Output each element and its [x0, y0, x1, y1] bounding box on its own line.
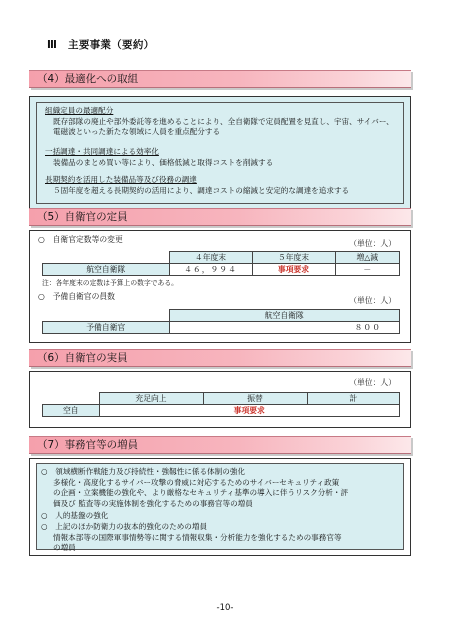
table-header-cell: ５年度末 — [252, 252, 335, 264]
section-5-box — [29, 230, 411, 343]
section-7-box — [29, 458, 411, 556]
table-header-cell: 振替 — [203, 393, 307, 405]
table-row — [43, 405, 400, 417]
s5-sub2-table — [42, 309, 400, 334]
s7-item-1-line-1: 多様化・高度化するサイバー攻撃の脅威に対応するためのサイバーセキュリティ政策 — [53, 477, 340, 487]
section-4-box — [29, 96, 411, 210]
table-header-cell: 計 — [307, 393, 400, 405]
table-cell — [43, 393, 100, 405]
table-header-cell: ４年度末 — [169, 252, 252, 264]
table-cell — [43, 310, 170, 322]
table-cell: 事項要求 — [252, 264, 335, 276]
s5-sub1-unit: （単位：人） — [349, 239, 396, 248]
table-header-cell: 充足向上 — [99, 393, 203, 405]
s4-item-1 — [45, 106, 397, 138]
s5-sub2-unit: （単位：人） — [349, 296, 396, 305]
table-row — [43, 393, 400, 405]
s5-sub1-label: ○ 自衛官定数等の変更 — [38, 235, 123, 244]
s7-item-2 — [41, 511, 397, 522]
s7-item-3 — [41, 522, 397, 554]
table-row — [43, 252, 400, 264]
s7-item-1-line-2: の企画・立案機能の強化や、より厳格なセキュリティ基準の導入に伴うリスク分析・評 — [53, 488, 349, 498]
table-header-cell: 航空自衛隊 — [169, 310, 400, 322]
table-cell: ８００ — [169, 322, 400, 334]
s7-item-2-label: ○ 人的基盤の強化 — [41, 511, 109, 520]
table-cell: ４６，９９４ — [169, 264, 252, 276]
s7-item-1-label: ○ 領域横断作戦能力及び持続性・強靱性に係る体制の強化 — [41, 467, 246, 476]
section-7-banner: （7）事務官等の増員 — [29, 436, 411, 454]
s4-item-2 — [45, 147, 397, 168]
section-4-inner-box — [36, 102, 404, 204]
section-5-banner: （5）自衛官の定員 — [29, 208, 411, 226]
page-number: -10- — [216, 603, 234, 613]
s7-item-1-line-3: 価及び 監査等の実施体制を強化するための事務官等の増員 — [53, 498, 253, 508]
table-cell: － — [335, 264, 400, 276]
table-row — [43, 264, 400, 276]
table-cell — [43, 252, 170, 264]
table-row — [43, 310, 400, 322]
s4-item-3-body: ５固年度を超える長期契約の活用により、調達コストの縮減と安定的な調達を追求する — [53, 185, 350, 195]
page-title: Ⅲ 主要事業（要約） — [47, 39, 155, 51]
s7-item-3-line-1: 情報本部等の国際軍事情勢等に関する情報収集・分析能力を強化するための事務官等 — [53, 532, 342, 542]
s4-item-3 — [45, 175, 397, 196]
s6-table — [42, 392, 400, 417]
s4-item-1-heading: 組織定員の最適配分 — [45, 106, 114, 115]
s4-item-3-heading: 長期契約を活用した装備品等及び役務の調達 — [45, 175, 197, 184]
table-row — [43, 322, 400, 334]
table-cell: 事項要求 — [99, 405, 400, 417]
s4-item-2-heading: 一括調達・共同調達による効率化 — [45, 147, 159, 156]
section-6-box — [29, 371, 411, 428]
s4-item-2-body: 装備品のまとめ買い等により、価格低減と取得コストを削減する — [53, 157, 274, 167]
s5-sub2-label: ○ 予備自衛官の員数 — [38, 292, 115, 301]
table-header-cell: 増△減 — [335, 252, 400, 264]
section-7-inner-box — [36, 463, 404, 553]
section-6-banner: （6）自衛官の実員 — [29, 349, 411, 367]
s5-sub1-table — [42, 251, 400, 276]
s5-note: 注：各年度末の定数は予算上の数字である。 — [42, 279, 178, 287]
table-cell: 予備自衛官 — [43, 322, 170, 334]
s7-item-3-line-2: の増員 — [53, 543, 76, 553]
table-cell: 空自 — [43, 405, 100, 417]
s7-item-3-label: ○ 上記のほか防衛力の抜本的強化のための増員 — [41, 522, 208, 531]
table-cell: 航空自衛隊 — [43, 264, 170, 276]
s7-item-1 — [41, 467, 397, 509]
s6-unit: （単位：人） — [349, 378, 396, 387]
s4-item-1-body: 既存部隊の廃止や部外委託等を進めることにより、全自衛隊で定員配置を見直し、宇宙、サイバー、電磁波といった新たな領域に人員を重点配分する — [53, 116, 394, 137]
section-4-banner: （4）最適化への取組 — [29, 70, 411, 88]
